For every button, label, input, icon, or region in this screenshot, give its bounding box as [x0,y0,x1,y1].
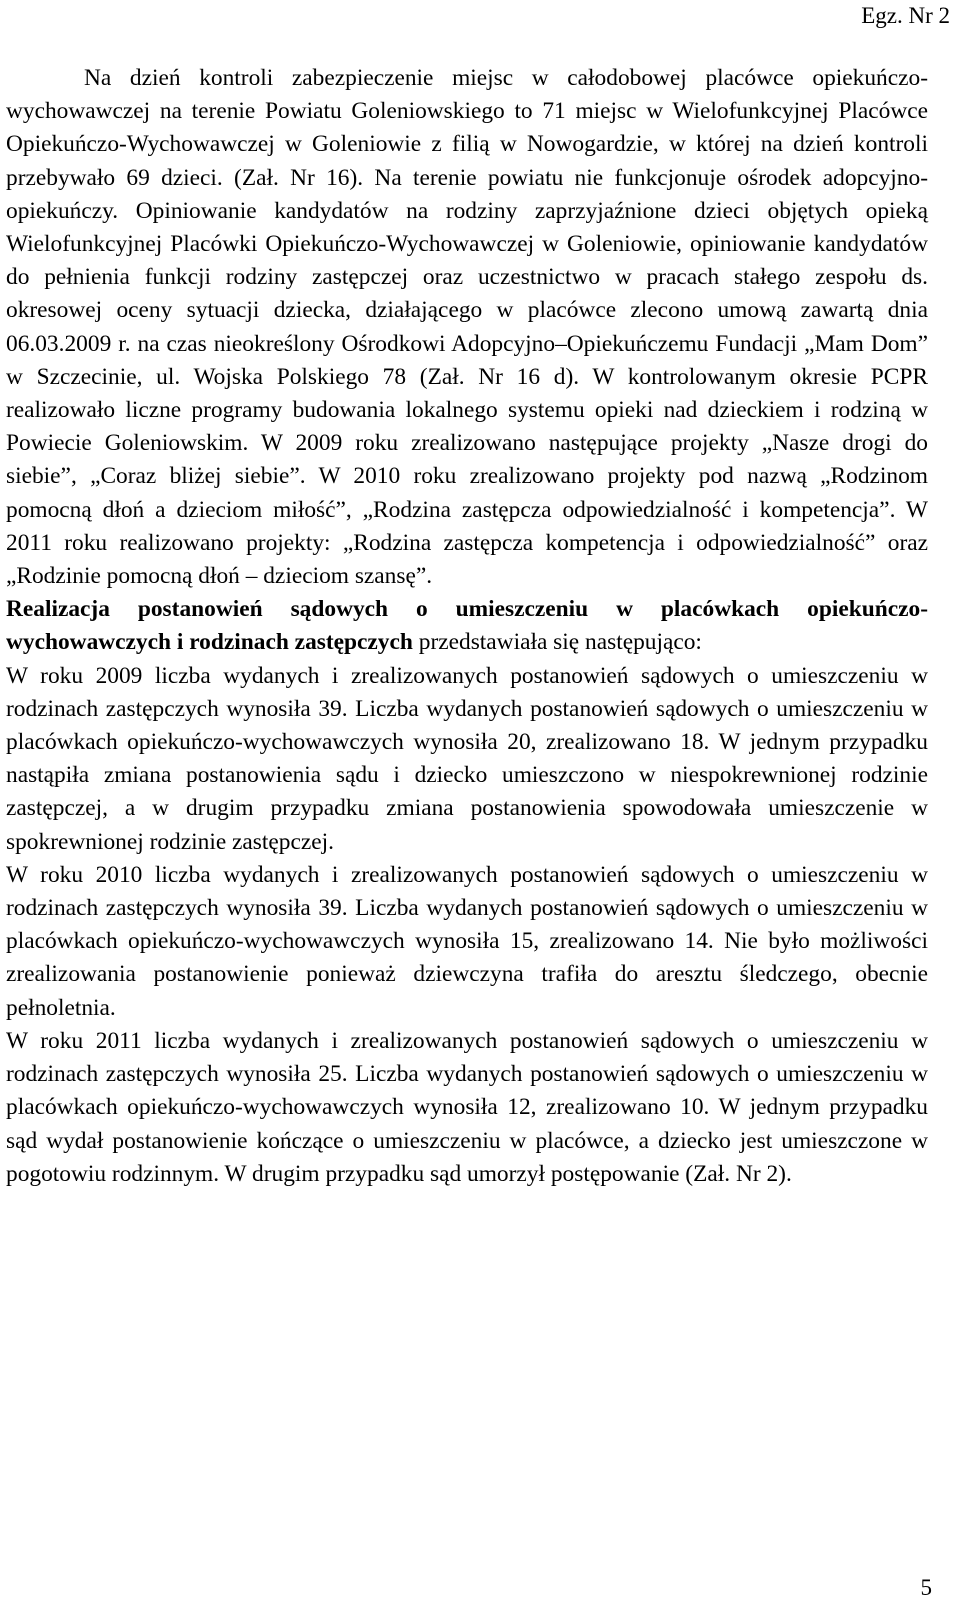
section-heading-continuation: przedstawiała się następująco: [412,629,702,656]
paragraph-year-2009: W roku 2009 liczba wydanych i zrealizowanych postanowień sądowych o umieszczeniu w rodzinach zastępczych wynosiła 39. Liczba wydanych postanowień sądowych o umieszczeniu w placówkach opiekuńczo-wychowawczych wynosiła 20, zrealizowano 18. W jednym przypadku nastąpiła zmiana postanowienia sądu i dziecko umieszczono w niespokrewnionej rodzinie zastępczej, a w drugim przypadku zmiana postanowienia spowodowała umieszczenie w spokrewnionej rodzinie zastępczej. [6,662,928,855]
section-heading-court-orders: Realizacja postanowień sądowych o umieszczeniu w placówkach opiekuńczo-wychowawczych i rodzinach zastępczych [6,596,928,656]
paragraph-year-2010: W roku 2010 liczba wydanych i zrealizowanych postanowień sądowych o umieszczeniu w rodzinach zastępczych wynosiła 39. Liczba wydanych postanowień sądowych o umieszczeniu w placówkach opiekuńczo-wychowawczych wynosiła 15, zrealizowano 14. Nie było możliwości zrealizowania postanowienie ponieważ dziewczyna trafiła do aresztu śledczego, obecnie pełnoletnia. [6,861,928,1021]
copy-number-label: Egz. Nr 2 [861,3,950,28]
document-body [6,62,928,1191]
page-number: 5 [920,1575,932,1600]
paragraph-childcare-facilities: Na dzień kontroli zabezpieczenie miejsc w całodobowej placówce opiekuńczo-wychowawczej na terenie Powiatu Goleniowskiego to 71 miejsc w Wielofunkcyjnej Placówce Opiekuńczo-Wychowawczej w Goleniowie z filią w Nowogardzie, w której na dzień kontroli przebywało 69 dzieci. (Zał. Nr 16). Na terenie powiatu nie funkcjonuje ośrodek adopcyjno-opiekuńczy. Opiniowanie kandydatów na rodziny zaprzyjaźnione dzieci objętych opieką Wielofunkcyjnej Placówki Opiekuńczo-Wychowawczej w Goleniowie, opiniowanie kandydatów do pełnienia funkcji rodziny zastępczej oraz uczestnictwo w pracach stałego zespołu ds. okresowej oceny sytuacji dziecka, działającego w placówce zlecono umową zawartą dnia 06.03.2009 r. na czas nieokreślony Ośrodkowi Adopcyjno–Opiekuńczemu Fundacji „Mam Dom” w Szczecinie, ul. Wojska Polskiego 78 (Zał. Nr 16 d). W kontrolowanym okresie PCPR realizowało liczne programy budowania lokalnego systemu opieki nad dzieckiem i rodziną w Powiecie Goleniowskim. W 2009 roku zrealizowano następujące projekty „Nasze drogi do siebie”, „Coraz bliżej siebie”. W 2010 roku zrealizowano projekty pod nazwą „Rodzinom pomocną dłoń a dzieciom miłość”, „Rodzina zastępcza odpowiedzialność i kompetencja”. W 2011 roku realizowano projekty: „Rodzina zastępcza kompetencja i odpowiedzialność” oraz „Rodzinie pomocną dłoń – dzieciom szansę”. [6,65,928,590]
paragraph-court-orders-intro [6,593,928,659]
paragraph-year-2011: W roku 2011 liczba wydanych i zrealizowanych postanowień sądowych o umieszczeniu w rodzinach zastępczych wynosiła 25. Liczba wydanych postanowień sądowych o umieszczeniu w placówkach opiekuńczo-wychowawczych wynosiła 12, zrealizowano 10. W jednym przypadku sąd wydał postanowienie kończące o umieszczeniu w placówce, a dziecko jest umieszczone w pogotowiu rodzinnym. W drugim przypadku sąd umorzył postępowanie (Zał. Nr 2). [6,1027,928,1187]
